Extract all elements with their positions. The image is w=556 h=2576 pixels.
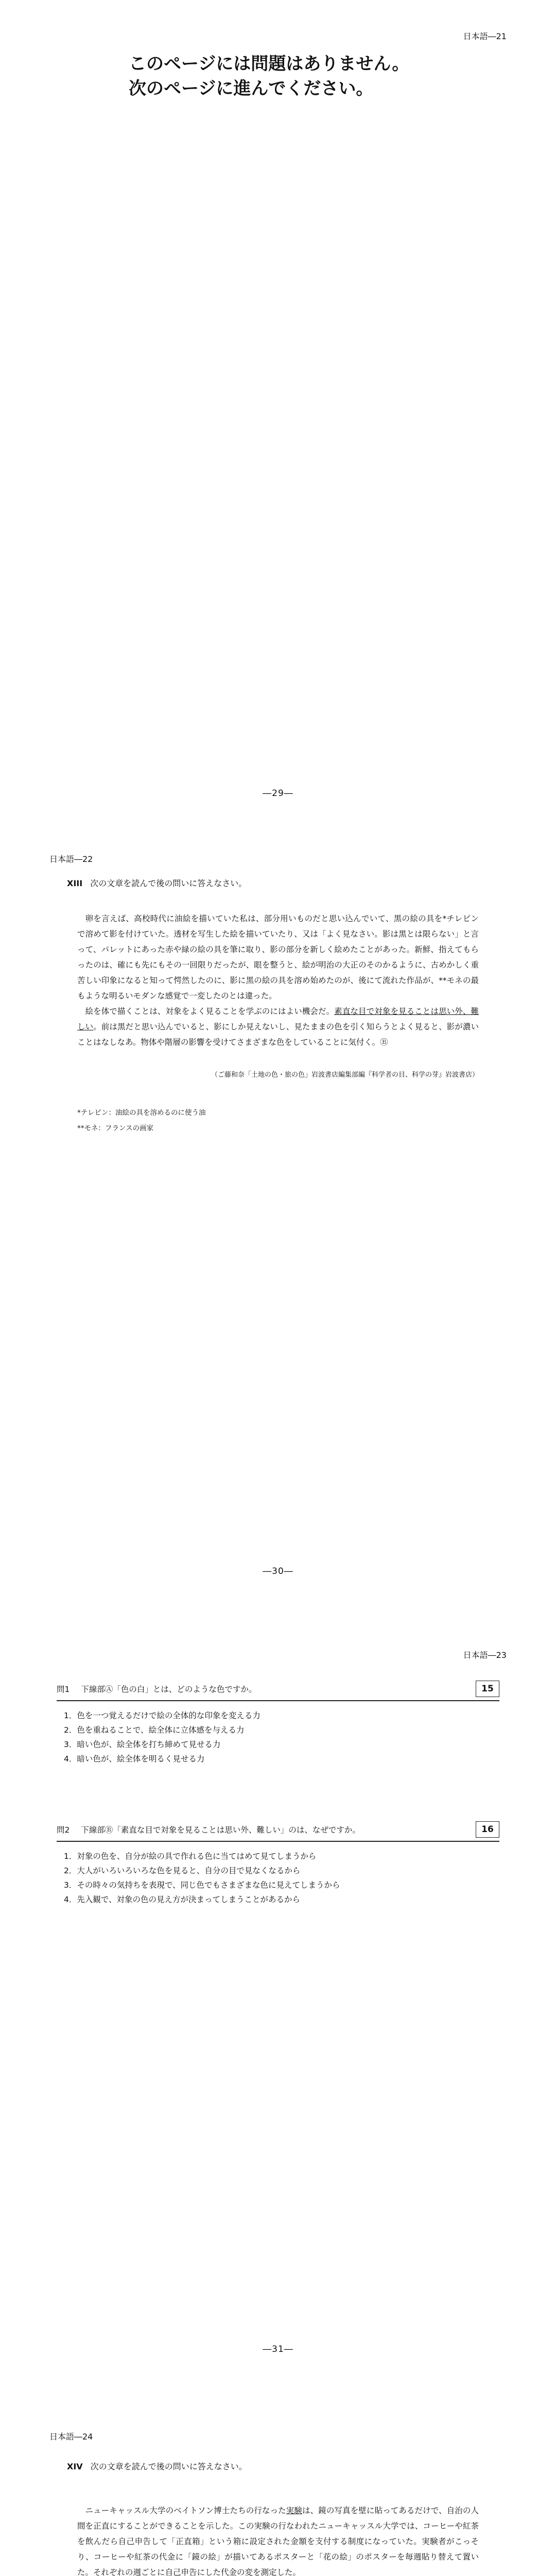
notice-text bbox=[129, 52, 409, 101]
options-list bbox=[57, 1708, 499, 1766]
option[interactable]: 4．暗い色が、絵全体を明るく見せる力 bbox=[64, 1754, 205, 1764]
options-list bbox=[57, 1849, 499, 1907]
passage bbox=[77, 911, 479, 1050]
notice-line-2: 次のページに進んでください。 bbox=[129, 78, 374, 99]
page-21 bbox=[0, 0, 556, 799]
footnote-1: *テレピン：油絵の具を溶めるのに使う油 bbox=[77, 1109, 206, 1117]
page-number: ―31― bbox=[263, 2344, 293, 2354]
section-number: XIV bbox=[67, 2462, 83, 2471]
passage-text-after: 。前は黒だと思い込んでいると、影にしか見えないし、見たままの色を引く知らうとよく見ると、影が濃いことはなしなあ。物体や階層の影響を受けてさまざまな色をしていることに気付く。 bbox=[77, 1022, 479, 1047]
divider bbox=[57, 1841, 499, 1842]
question-stem: 下線部Ⓐ「色の白」とは、どのような色ですか。 bbox=[81, 1685, 257, 1694]
option[interactable]: 2．大人がいろいろいろな色を見ると、自分の目で見なくなるから bbox=[64, 1866, 301, 1875]
page-number: ―30― bbox=[263, 1566, 293, 1577]
option[interactable]: 3．その時々の気持ちを表現で、同じ色でもさまざまな色に見えてしまうから bbox=[64, 1880, 340, 1890]
question-15 bbox=[57, 1681, 499, 1766]
option[interactable]: 1．色を一つ覚えるだけで絵の全体的な印象を変える力 bbox=[64, 1710, 260, 1720]
section-instruction: 次の文章を読んで後の問いに答えなさい。 bbox=[90, 878, 247, 888]
passage-text: 絵を体で描くことは、対象をよく見ることを学ぶのにはよい機会だ。 bbox=[85, 1007, 335, 1016]
passage-paragraph-1 bbox=[77, 2503, 479, 2576]
section-heading bbox=[67, 2460, 247, 2472]
footnotes bbox=[77, 1105, 205, 1136]
option[interactable]: 1．対象の色を、自分が絵の具で作れる色に当てはめて見てしまうから bbox=[64, 1851, 317, 1861]
underline-a: 実験 bbox=[286, 2506, 302, 2515]
passage-paragraph-1: 卵を言えば、高校時代に油絵を描いていた私は、部分用いものだと思い込んでいて、黒の絵の具を*チレビンで溶めて影を付けていた。透材を写生した絵を描いていたり、又は「よく見なさい。影は黒とは限らない」と言って、パレットにあった赤や緑の絵の具を筆に取り、影の部分を新しく絵めたことがあった。新鮮、指えてもらったのは、確にも先にもその一回限りだったが、眼を整うと、絵が明治の大正のそのかるように、古めかしく重苦しい印象になると知って愕然したのに、影に黒の絵の具を溶め始めたのが、後にて流れた作品が、**モネの最もような明るいモダンな感覚で一変したのとは違った。 bbox=[77, 914, 479, 1001]
section-instruction: 次の文章を読んで後の問いに答えなさい。 bbox=[90, 2462, 247, 2471]
passage-paragraph-2 bbox=[77, 1004, 479, 1050]
answer-box[interactable]: 16 bbox=[476, 1821, 499, 1838]
underline-a: 素直な目で対象を見ることは思い外、難しい bbox=[77, 1007, 479, 1031]
notice-line-1: このページには問題はありません。 bbox=[129, 54, 410, 74]
section-heading bbox=[67, 877, 247, 889]
question-stem: 下線部Ⓑ「素直な目で対象を見ることは思い外、難しい」のは、なぜですか。 bbox=[81, 1825, 360, 1835]
passage-text: ニューキャッスル大学のベイトソン博士たちの行なった bbox=[85, 2506, 286, 2515]
section-number: XIII bbox=[67, 878, 83, 888]
option[interactable]: 2．色を重ねることで、絵全体に立体感を与える力 bbox=[64, 1725, 245, 1735]
page-header: 日本語―24 bbox=[49, 2432, 93, 2442]
footnote-2: **モネ：フランスの画家 bbox=[77, 1124, 154, 1132]
passage bbox=[77, 2503, 479, 2576]
page-header: 日本語―21 bbox=[463, 31, 507, 41]
note-mark-b: Ⓑ bbox=[380, 1038, 388, 1047]
passage-text: は、鏡の写真を壁に貼ってあるだけで、自治の人間を正直にすることができることを示した。この実験の行なわれたニューキャッスル大学では、コーヒーや紅茶を飲んだら自己申告して「正直箱」という箱に設定された金額を支付する制度になっていた。実験者がこっそり、コーヒーや紅茶の代金に「鏡の絵」が描いてあるポスターと「花の絵」のポスターを毎週貼り替えて置いた。それぞれの週ごとに自己申告にした代金の変を測定した。 bbox=[77, 2506, 479, 2576]
page-header: 日本語―23 bbox=[463, 1650, 507, 1660]
question-label: 問1 bbox=[57, 1685, 70, 1694]
page-number: ―29― bbox=[263, 788, 293, 799]
option[interactable]: 3．暗い色が、絵全体を打ち締めて見せる力 bbox=[64, 1739, 221, 1749]
source-citation: （ご藤和奈「土地の色・旅の色」岩波書店編集部編『科学者の目、科学の芽』岩波書店） bbox=[211, 1071, 479, 1079]
answer-box[interactable]: 15 bbox=[476, 1681, 499, 1697]
question-16 bbox=[57, 1821, 499, 1907]
question-label: 問2 bbox=[57, 1825, 70, 1835]
option[interactable]: 4．先入観で、対象の色の見え方が決まってしまうことがあるから bbox=[64, 1894, 301, 1904]
divider bbox=[57, 1700, 499, 1701]
page-header: 日本語―22 bbox=[49, 854, 93, 864]
